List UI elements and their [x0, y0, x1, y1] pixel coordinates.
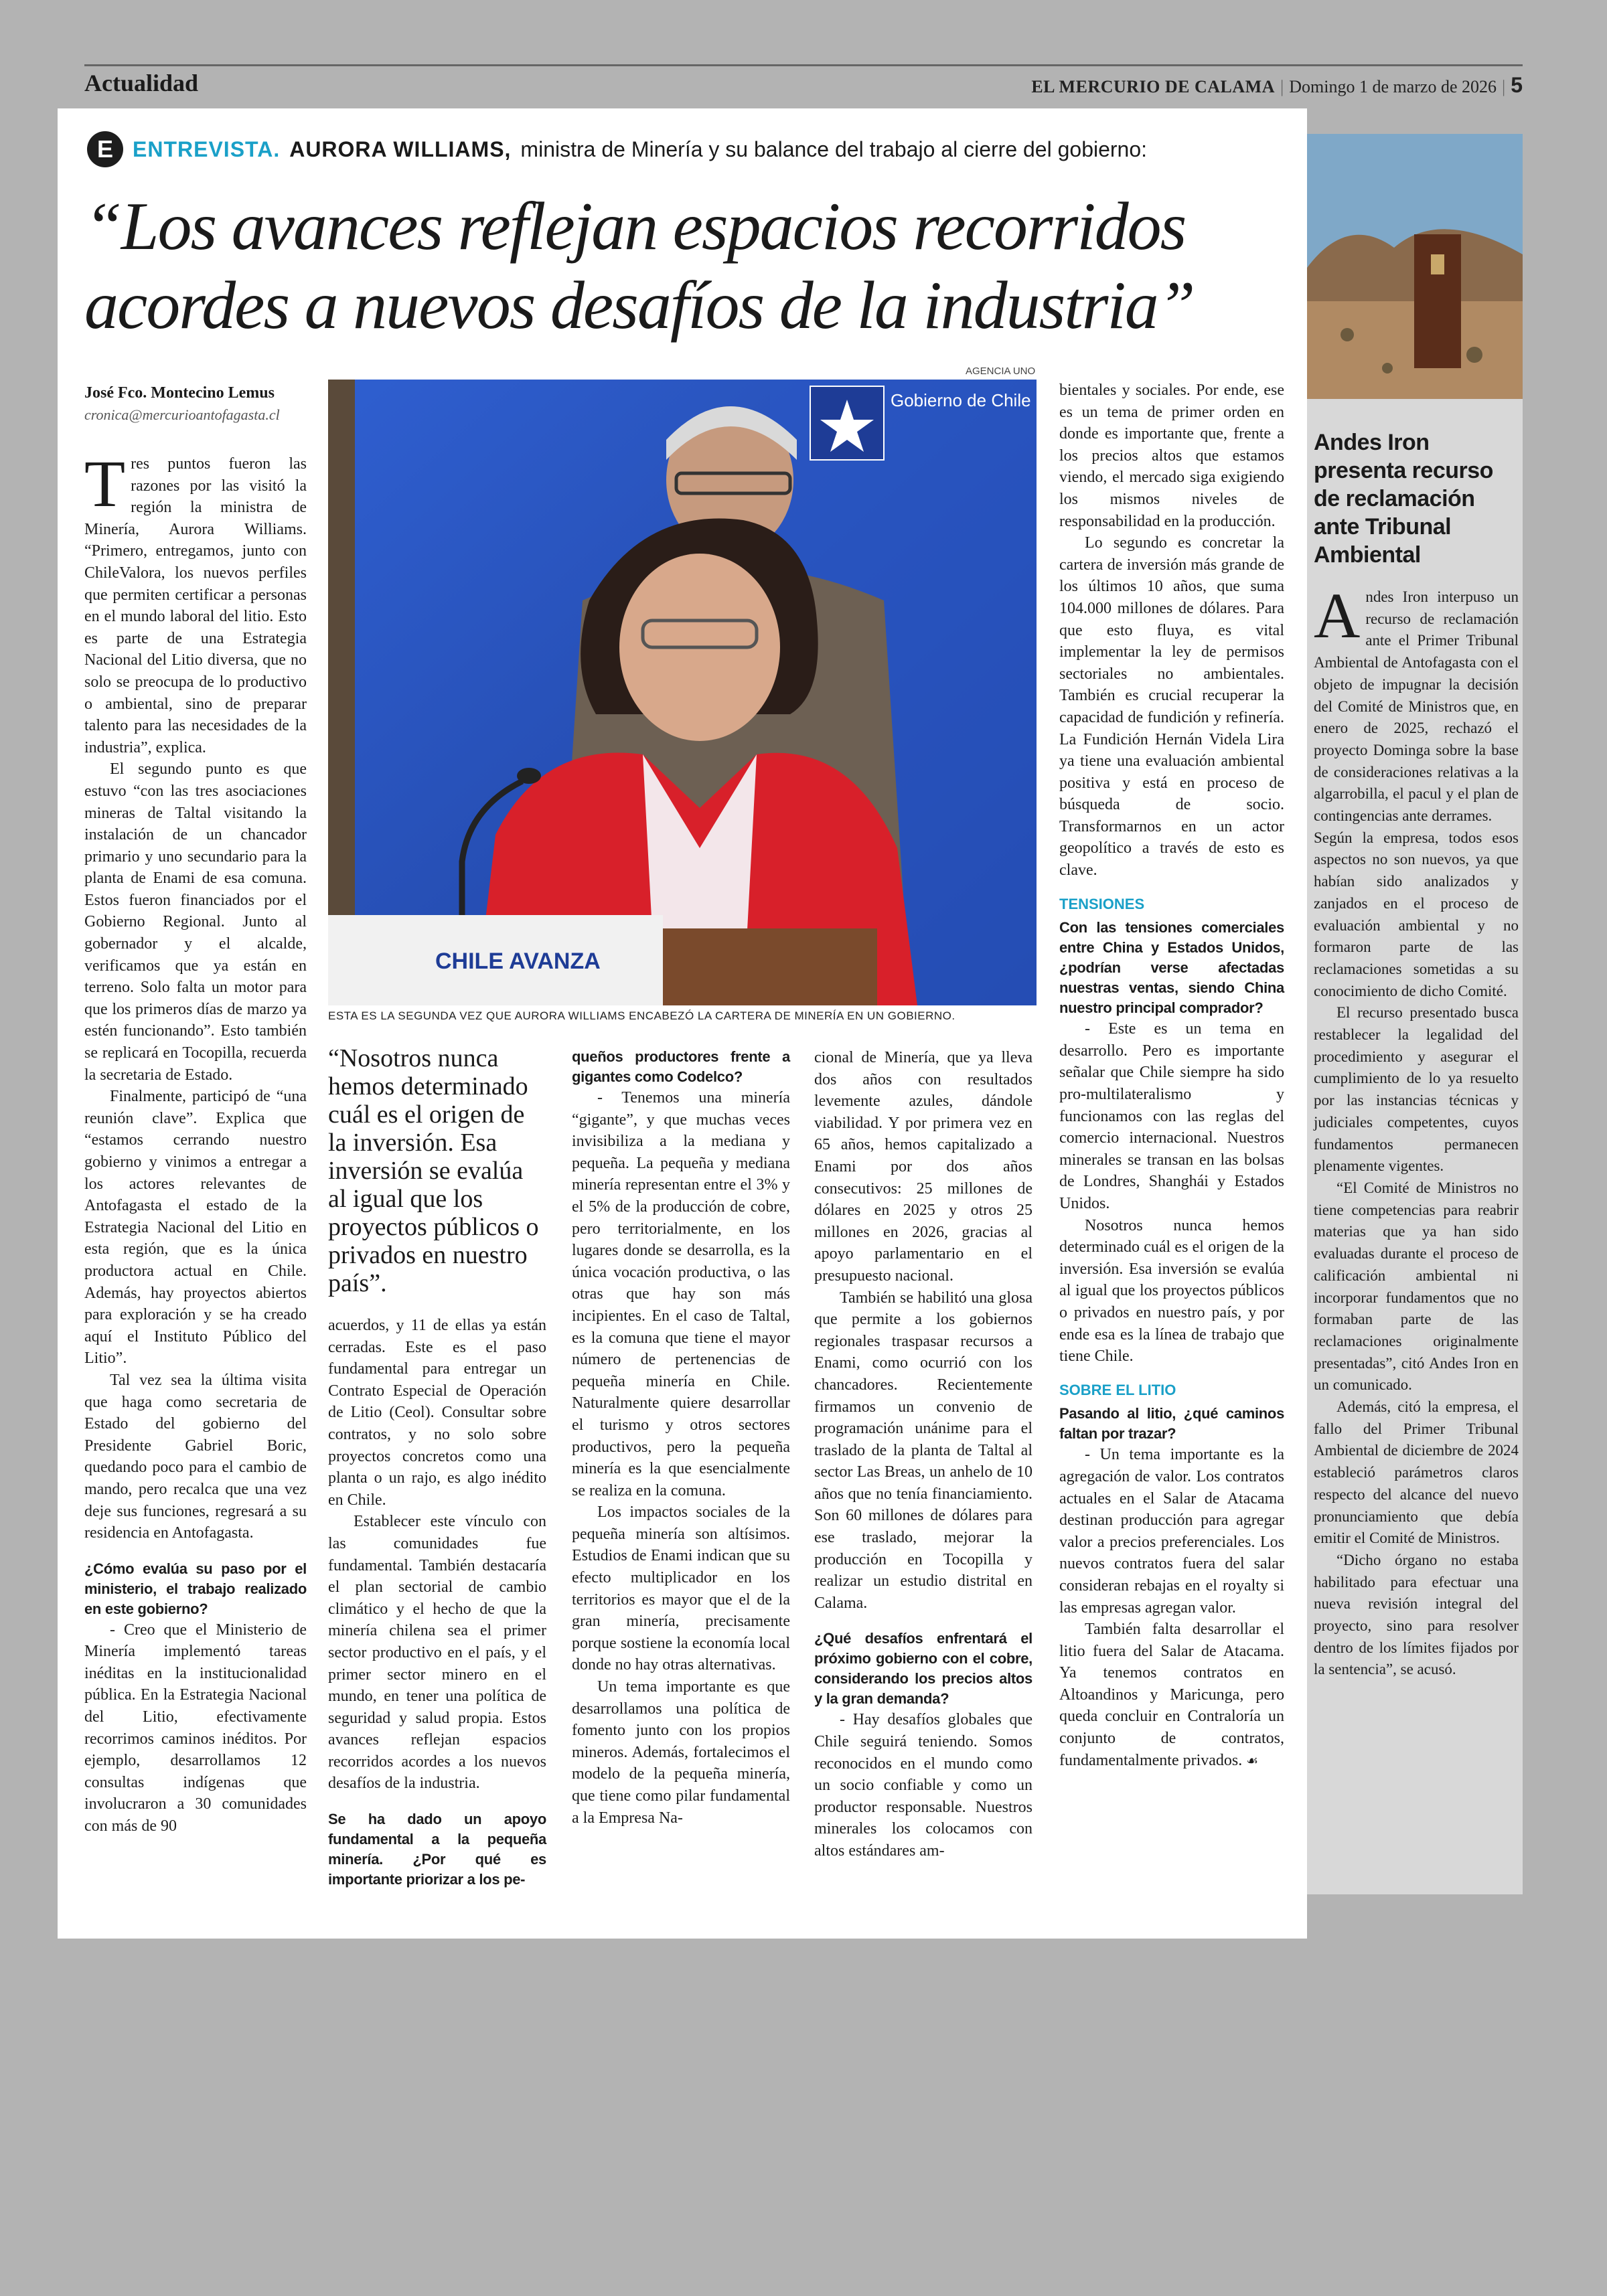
issue-date: Domingo 1 de marzo de 2026 [1289, 77, 1497, 96]
subhead-sobre-el-litio: SOBRE EL LITIO [1059, 1381, 1176, 1398]
subhead-tensiones: TENSIONES [1059, 895, 1145, 912]
dropcap-t: T [84, 446, 126, 521]
col4-question-1: ¿Qué desafíos enfrentará el próximo gobierno con el cobre, considerando los precios altos y la gran demanda? [814, 1630, 1032, 1708]
page-number: 5 [1511, 73, 1523, 97]
sidebar-photo [1307, 134, 1523, 399]
minister-photo-illustration [328, 380, 1037, 1005]
photo-credit: AGENCIA UNO [966, 365, 1036, 377]
col5-question-2: Pasando al litio, ¿qué caminos faltan por trazar? [1059, 1405, 1284, 1443]
column-1 [84, 446, 307, 1837]
article-kicker [87, 131, 1147, 167]
header-masthead [1031, 73, 1523, 98]
col3-paragraph-2: Los impactos sociales de la pequeña minería son altísimos. Estudios de Enami indican que su efecto multiplicador en los territorios es mayor que el de la gran minería, precisamente porque sostiene la economía local donde no hay otras alternativas. [572, 1503, 790, 1674]
sidebar-news [1307, 134, 1523, 1894]
headline-line-1: “Los avances reflejan espacios recorridos [84, 189, 1186, 264]
col1-paragraph-4: Tal vez sea la última visita que haga como secretaria de Estado del gobierno del Presidente Gabriel Boric, quedando poco para el cambio de mando, pero recalca que una vez deje sus funciones, regresará a su residencia en Antofagasta. [84, 1371, 307, 1542]
pull-quote: “Nosotros nunca hemos determinado cuál es el origen de la inversión. Esa inversión se evalúa al igual que los proyectos públicos o privados en nuestro país”. [328, 1044, 539, 1297]
col5-paragraph-3: - Este es un tema en desarrollo. Pero es importante señalar que Chile siempre ha sido pro-multilateralismo y funcionamos con las reglas del comercio internacional. Nuestros minerales se transan en las bolsas de Londres, Shanghái y Estados Unidos. [1059, 1020, 1284, 1212]
col2-paragraph-2: Establecer este vínculo con las comunidades fue fundamental. También destacaría el plan sectorial de cambio climático y el hecho de que la minería chilena sea el primer sector productivo en el país, y el primer sector minero en el mundo, en tener una política de seguridad y salud propia. Estos avances reflejan espacios recorridos acordes a los nuevos desafíos de la industria. [328, 1513, 546, 1793]
publication-name: EL MERCURIO DE CALAMA [1031, 77, 1275, 96]
col1-paragraph-5: - Creo que el Ministerio de Minería implementó tareas inéditas en la institucionalidad pública. En la Estrategia Nacional del Litio, efectivamente recorrimos caminos inéditos. Por ejemplo, desarrollamos 12 consultas indígenas que involucraron a 30 comunidades con más de 90 [84, 1621, 307, 1835]
col4-paragraph-1: cional de Minería, que ya lleva dos años con resultados levemente azules, dándole viabilidad. Y por primera vez en 65 años, hemos capitalizado a Enami por dos años consecutivos: 25 millones de dólares en 2025 y otros 25 millones en 2026, gracias al apoyo parlamentario en el presupuesto nacional. [814, 1049, 1032, 1285]
end-of-article-icon: ☙ [1246, 1752, 1259, 1769]
column-3 [572, 1047, 790, 1829]
photo-sign-text: Gobierno de Chile [891, 390, 1031, 410]
kicker-name: AURORA WILLIAMS, [289, 137, 512, 161]
col1-paragraph-2: El segundo punto es que estuvo “con las tres asociaciones mineras de Taltal visitando la instalación de un chancador primario y uno secundario para la planta de Enami de esa comuna. Estos fueron financiados por el Gobierno Regional. Junto al gobernador y el alcalde, verificamos que ya están en terreno. Solo falta un motor para que los primeros días de marzo ya estén funcionando”. Esto también se replicará en Tocopilla, recuerda la secretaria de Estado. [84, 760, 307, 1084]
col5-paragraph-2: Lo segundo es concretar la cartera de inversión más grande de los últimos 10 años, que suma 104.000 millones de dólares. Para que esto fluya, es vital implementar la ley de permisos sectoriales no ambientales. También es crucial recuperar la capacidad de fundición y refinería. La Fundición Hernán Videla Lira ya tiene una evaluación ambiental positiva y está en proceso de búsqueda de socio. Transformarnos en un actor geopolítico a través de esto es clave. [1059, 534, 1284, 880]
sidebar-paragraph-3: El recurso presentado busca restablecer la legalidad del procedimiento y asegurar el cumplimiento de lo ya resuelto por las instancias técnicas y judiciales competentes, cuyos fundamentos permanecen plenamente vigentes. [1314, 1004, 1519, 1175]
col5-paragraph-5: - Un tema importante es la agregación de valor. Los contratos actuales en el Salar de Atacama destinan producción para agregar valor a precios preferenciales. Los nuevos contratos fuera del salar consideran rebajas en el royalty si las empresas agregan valor. [1059, 1446, 1284, 1617]
entrevista-logo-icon: E [87, 131, 123, 167]
sidebar-paragraph-2: Según la empresa, todos esos aspectos no son nuevos, ya que habían sido analizados y zanjados en el proceso de evaluación ambiental y no formaron parte de las reclamaciones sometidas a su conocimiento de dicho Comité. [1314, 829, 1519, 999]
column-2 [328, 1315, 546, 1890]
column-5 [1059, 380, 1284, 1771]
sidebar-paragraph-6: “Dicho órgano no estaba habilitado para efectuar una nueva revisión integral del proyecto, sino para resolver dentro de los límites fijados por la sentencia”, se acusó. [1314, 1551, 1519, 1678]
sidebar-paragraph-1: ndes Iron interpuso un recurso de reclamación ante el Primer Tribunal Ambiental de Antofagasta con el objeto de impugnar la decisión del Comité de Ministros que, en enero de 2025, rechazó el proyecto Dominga sobre la base de consideraciones relativas a la algarrobilla, el pacul y el plan de contingencias ante derrames. [1314, 588, 1519, 825]
kicker-tag: ENTREVISTA. [133, 137, 281, 161]
col5-paragraph-4: Nosotros nunca hemos determinado cuál es el origen de la inversión. Esa inversión se evalúa al igual que los proyectos públicos o privados en nuestro país, y por ende esa es la línea de trabajo que tiene Chile. [1059, 1216, 1284, 1366]
col5-paragraph-1: bientales y sociales. Por ende, ese es un tema de primer orden en donde es importante que, frente a los precios altos que estamos viendo, el mercado siga exigiendo los mismos niveles de responsabilidad en la producción. [1059, 382, 1284, 530]
col3-paragraph-1: - Tenemos una minería “gigante”, y que muchas veces invisibiliza a la mediana y pequeña. La pequeña y mediana minería representan entre el 3% y el 5% de la producción de cobre, pero territorialmente, en los lugares donde se desarrolla, es la única vocación productiva, o las otras que hay son más incipientes. En el caso de Taltal, es la comuna que tiene el mayor número de pertenencias de pequeña minería en Chile. Naturalmente quiere desarrollar el turismo y otros sectores productivos, pero la pequeña minería es la que esencialmente se realiza en la comuna. [572, 1089, 790, 1499]
article-photo [328, 380, 1037, 1005]
sidebar-body [1314, 580, 1519, 1681]
col1-paragraph-1: res puntos fueron las razones por las visitó la región la ministra de Minería, Aurora Williams. “Primero, entregamos, junto con ChileValora, los nuevos perfiles que permiten certificar a personas en el mundo laboral del litio. Esto es parte de una Estrategia Nacional del Litio diversa, que no solo se preocupa de lo productivo o ambiental, sino de preparar talento para las necesidades de la industria”, explica. [84, 455, 307, 756]
kicker-description: ministra de Minería y su balance del trabajo al cierre del gobierno: [520, 137, 1148, 161]
article-headline [84, 187, 1290, 345]
podium-sign-text: CHILE AVANZA [435, 949, 601, 974]
main-article [58, 108, 1307, 1939]
col5-question-1: Con las tensiones comerciales entre China y Estados Unidos, ¿podrían verse afectadas nuestras ventas, siendo China nuestro principal comprador? [1059, 919, 1284, 1017]
col3-question-1: queños productores frente a gigantes como Codelco? [572, 1048, 790, 1085]
col2-paragraph-1: acuerdos, y 11 de ellas ya están cerradas. Este es el paso fundamental para entregar un Contrato Especial de Operación de Litio (Ceol). Consultar sobre contratos, y no solo sobre proyectos concretos como una planta o un rajo, es algo inédito en Chile. [328, 1317, 546, 1509]
page-header [84, 64, 1523, 102]
col1-paragraph-3: Finalmente, participó de “una reunión clave”. Explica que “estamos cerrando nuestro gobierno y vinimos a entregar a los actores relevantes de Antofagasta el estado de la Estrategia Nacional del Litio en esta región, que es la única productora actual en Chile. Además, hay proyectos abiertos para exploración y se ha creado aquí el Instituto Público del Litio”. [84, 1088, 307, 1368]
dropcap-a: A [1314, 580, 1361, 651]
byline [84, 384, 352, 424]
col3-paragraph-3: Un tema importante es que desarrollamos una política de fomento junto con los propios mineros. Además, fortalecimos el modelo de la pequeña minería, que tiene como pilar fundamental a la Empresa Na- [572, 1678, 790, 1827]
header-separator: | [1280, 77, 1284, 96]
author-name: José Fco. Montecino Lemus [84, 384, 275, 402]
author-email: cronica@mercurioantofagasta.cl [84, 406, 280, 423]
col2-question-1: Se ha dado un apoyo fundamental a la pequeña minería. ¿Por qué es importante priorizar a los pe- [328, 1811, 546, 1888]
header-separator-2: | [1501, 77, 1506, 96]
column-4 [814, 1047, 1032, 1862]
col4-paragraph-3: - Hay desafíos globales que Chile seguirá teniendo. Somos reconocidos en el mundo como un socio confiable y como un productor responsable. Nuestros minerales los colocamos con altos estándares am- [814, 1711, 1032, 1860]
desert-landscape-illustration [1307, 134, 1523, 399]
sidebar-paragraph-4: “El Comité de Ministros no tiene competencias para reabrir materias que ya han sido evaluadas durante el proceso de calificación ambiental ni incorporar fundamentos que no formaban parte de las reclamaciones originalmente presentadas”, citó Andes Iron en un comunicado. [1314, 1179, 1519, 1394]
photo-caption: ESTA ES LA SEGUNDA VEZ QUE AURORA WILLIAMS ENCABEZÓ LA CARTERA DE MINERÍA EN UN GOBIERNO. [328, 1009, 955, 1022]
sidebar-headline: Andes Iron presenta recurso de reclamación ante Tribunal Ambiental [1314, 430, 1493, 568]
col1-question-1: ¿Cómo evalúa su paso por el ministerio, el trabajo realizado en este gobierno? [84, 1560, 307, 1617]
col4-paragraph-2: También se habilitó una glosa que permite a los gobiernos regionales traspasar recursos a Enami, como ocurrió con los chancadores. Recientemente firmamos un convenio de programación unánime para el traslado de la planta de Taltal al sector Las Breas, un anhelo de 10 años que no tenía financiamiento. Son 60 millones de dólares para ese traslado, mejorar la producción en Tocopilla y realizar un estudio distrital en Calama. [814, 1289, 1032, 1612]
sidebar-paragraph-5: Además, citó la empresa, el fallo del Primer Tribunal Ambiental de diciembre de 2024 estableció parámetros claros respecto del alcance del nuevo pronunciamiento que debía emitir el Comité de Ministros. [1314, 1398, 1519, 1547]
headline-line-2: acordes a nuevos desafíos de la industria” [84, 268, 1195, 343]
col5-paragraph-6: También falta desarrollar el litio fuera del Salar de Atacama. Ya tenemos contratos en Altoandinos y Maricunga, pero queda concluir en Contraloría un conjunto de contratos, fundamentalmente privados. [1059, 1621, 1284, 1769]
section-label: Actualidad [84, 70, 199, 96]
